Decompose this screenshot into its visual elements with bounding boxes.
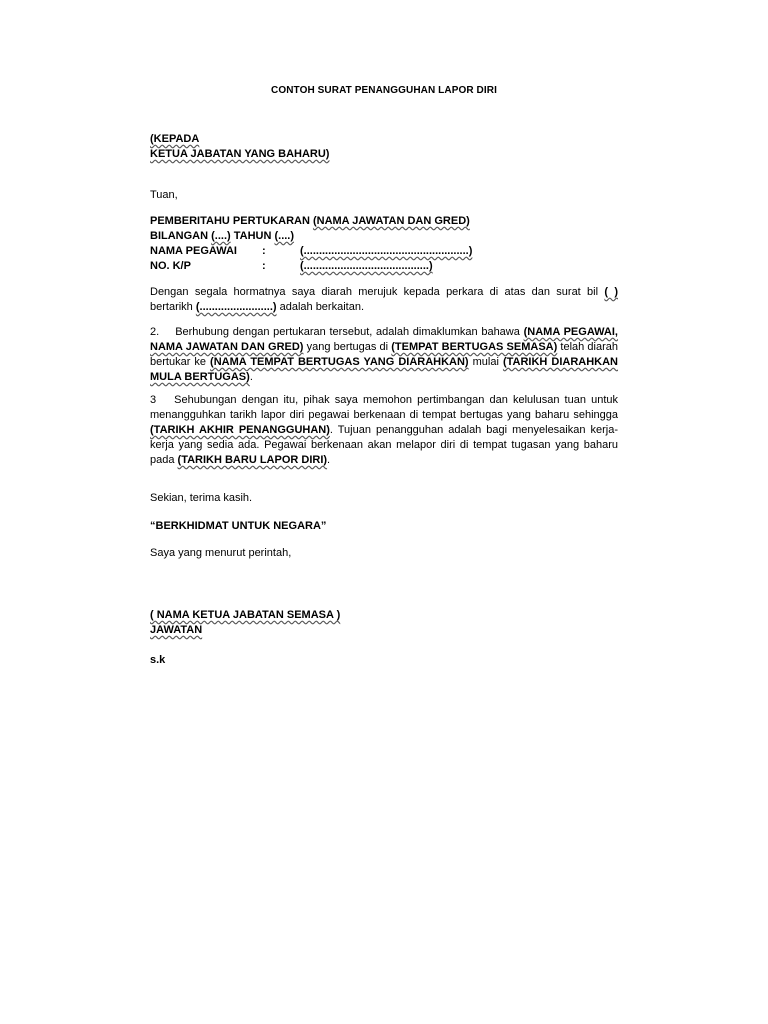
nama-pegawai-blank: (......................................................) <box>300 245 473 257</box>
paragraph-3-text: Sehubungan dengan itu, pihak saya memohon pertimbangan dan kelulusan tuan untuk menangguhkan tarikh lapor diri pegawai berkenaan di tempat bertugas yang baharu sehingga <box>150 394 618 421</box>
paragraph-3-text-3: . <box>327 454 331 466</box>
paragraph-1 <box>150 285 618 315</box>
paragraph-2-text: Berhubung dengan pertukaran tersebut, adalah dimaklumkan bahawa <box>175 326 524 338</box>
placeholder-tarikh-akhir: (TARIKH AKHIR PENANGGUHAN) <box>150 424 330 436</box>
placeholder-tempat-diarahkan: (NAMA TEMPAT BERTUGAS YANG DIARAHKAN) <box>210 356 469 368</box>
paragraph-1-text-2: bertarikh <box>150 301 196 313</box>
paragraph-1-ref-blank: ( ) <box>604 286 618 298</box>
bilangan-label: BILANGAN <box>150 230 212 242</box>
subject-block <box>150 214 618 274</box>
subject-placeholder: (NAMA JAWATAN DAN GRED) <box>312 215 470 227</box>
paragraph-3 <box>150 393 618 468</box>
signatory-position: JAWATAN <box>150 624 203 636</box>
recipient-block <box>150 132 618 162</box>
placeholder-tarikh-mula: (TARIKH DIARAHKAN MULA BERTUGAS) <box>150 356 618 383</box>
no-kp-blank: (.........................................) <box>300 260 433 272</box>
paragraph-1-text: Dengan segala hormatnya saya diarah merujuk kepada perkara di atas dan surat bil <box>150 286 605 298</box>
signatory-block <box>150 608 618 638</box>
paragraph-2-text-4: mulai <box>468 356 503 368</box>
paragraph-2-number: 2. <box>150 326 160 338</box>
salutation: Tuan, <box>150 189 178 201</box>
placeholder-tarikh-baru: (TARIKH BARU LAPOR DIRI) <box>177 454 328 466</box>
bilangan-blank: (....) <box>211 230 231 242</box>
subject-prefix: PEMBERITAHU PERTUKARAN <box>150 215 313 227</box>
paragraph-3-text-2: . Tujuan penangguhan adalah bagi menyelesaikan kerja-kerja yang sedia ada. Pegawai berkenaan akan melapor diri di tempat tugasan yang baharu pada <box>150 424 618 466</box>
closing-text: Sekian, terima kasih. <box>150 492 253 504</box>
paragraph-1-date-blank: (........................) <box>195 301 277 313</box>
motto: “BERKHIDMAT UNTUK NEGARA” <box>150 520 327 532</box>
tahun-blank: (....) <box>274 230 295 242</box>
nama-pegawai-row <box>150 244 618 259</box>
paragraph-2-text-5: . <box>249 371 253 383</box>
paragraph-2-text-2: yang bertugas di <box>303 341 392 353</box>
sign-off: Saya yang menurut perintah, <box>150 547 292 559</box>
no-kp-label: NO. K/P <box>150 260 191 272</box>
recipient-line-2: KETUA JABATAN YANG BAHARU) <box>150 148 330 160</box>
no-kp-row <box>150 259 618 274</box>
recipient-line-1: (KEPADA <box>150 133 200 145</box>
paragraph-1-text-3: adalah berkaitan. <box>276 301 364 313</box>
document-title: CONTOH SURAT PENANGGUHAN LAPOR DIRI <box>271 85 497 96</box>
paragraph-2-text-3: telah diarah bertukar ke <box>150 341 618 368</box>
tahun-label: TAHUN <box>230 230 275 242</box>
paragraph-2 <box>150 325 618 385</box>
paragraph-3-number: 3 <box>150 394 157 406</box>
nama-pegawai-label: NAMA PEGAWAI <box>150 245 237 257</box>
cc-label: s.k <box>150 654 166 666</box>
placeholder-tempat-bertugas: (TEMPAT BERTUGAS SEMASA) <box>391 341 558 353</box>
placeholder-nama-pegawai: (NAMA PEGAWAI, NAMA JAWATAN DAN GRED) <box>150 326 618 353</box>
no-kp-colon: : <box>262 260 266 272</box>
nama-pegawai-colon: : <box>262 245 266 257</box>
signatory-name: ( NAMA KETUA JABATAN SEMASA ) <box>150 609 341 621</box>
